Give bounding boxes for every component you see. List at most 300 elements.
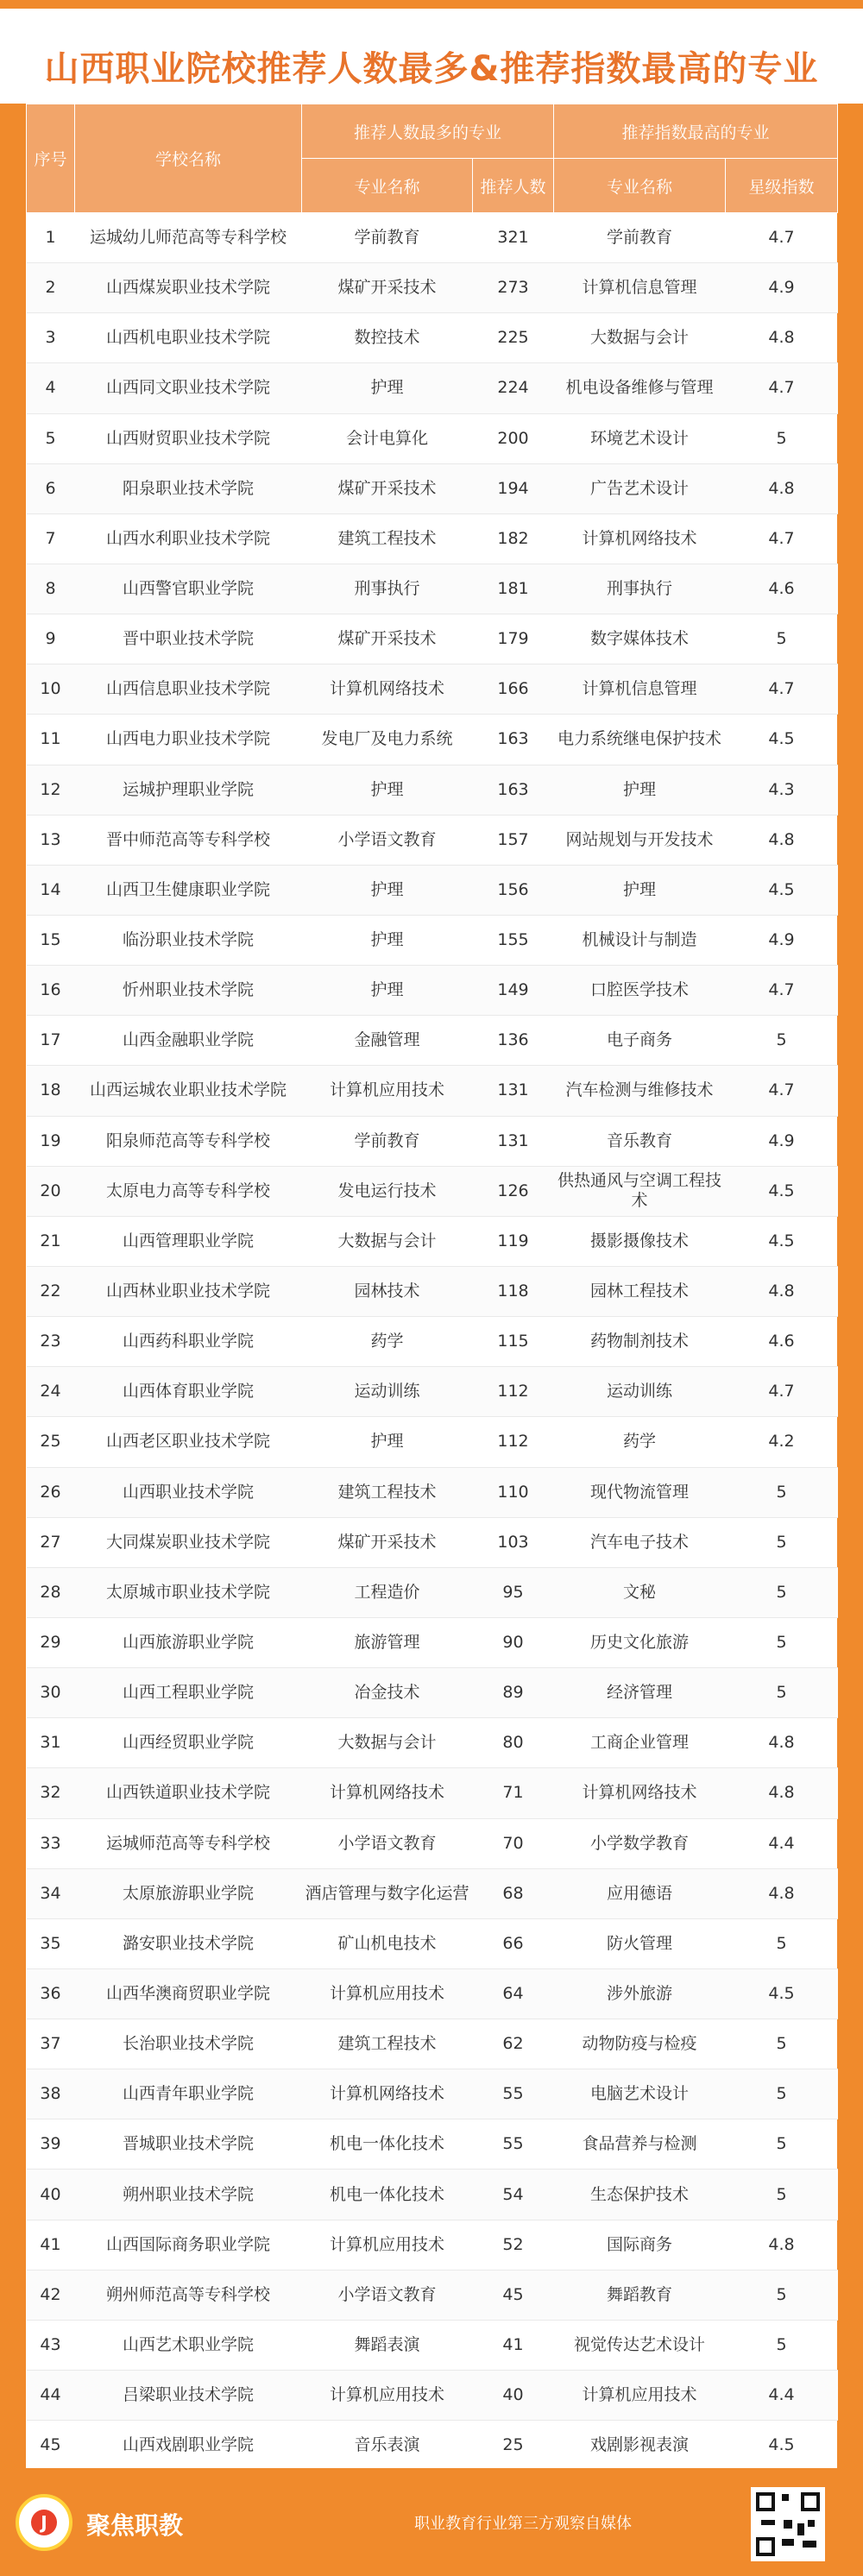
row-index: 42	[27, 2270, 75, 2320]
school-name: 山西金融职业学院	[75, 1016, 302, 1066]
table-row	[27, 2220, 838, 2270]
school-name: 阳泉师范高等专科学校	[75, 1116, 302, 1166]
top-rated-major: 计算机信息管理	[554, 664, 726, 715]
row-index: 12	[27, 765, 75, 815]
table-row	[27, 2170, 838, 2220]
top-rated-major: 药物制剂技术	[554, 1317, 726, 1367]
recommend-count: 115	[473, 1317, 554, 1367]
top-rated-major: 舞蹈教育	[554, 2270, 726, 2320]
school-name: 山西林业职业技术学院	[75, 1266, 302, 1316]
school-name: 山西煤炭职业技术学院	[75, 263, 302, 313]
recommend-count: 224	[473, 363, 554, 413]
most-recommended-major: 护理	[302, 1417, 473, 1467]
star-index: 5	[726, 2019, 838, 2069]
top-rated-major: 刑事执行	[554, 564, 726, 614]
table-row	[27, 1617, 838, 1667]
school-name: 山西警官职业学院	[75, 564, 302, 614]
logo-mark: J	[31, 2510, 57, 2535]
star-index: 5	[726, 2170, 838, 2220]
most-recommended-major: 矿山机电技术	[302, 1918, 473, 1968]
school-name: 山西信息职业技术学院	[75, 664, 302, 715]
row-index: 7	[27, 513, 75, 564]
recommend-count: 126	[473, 1166, 554, 1216]
star-index: 4.5	[726, 1216, 838, 1266]
recommend-count: 64	[473, 1968, 554, 2019]
table-row	[27, 463, 838, 513]
table-row	[27, 1668, 838, 1718]
most-recommended-major: 煤矿开采技术	[302, 463, 473, 513]
school-name: 朔州职业技术学院	[75, 2170, 302, 2220]
row-index: 1	[27, 213, 75, 263]
top-rated-major: 摄影摄像技术	[554, 1216, 726, 1266]
most-recommended-major: 学前教育	[302, 213, 473, 263]
star-index: 5	[726, 1517, 838, 1567]
school-name: 忻州职业技术学院	[75, 966, 302, 1016]
recommend-count: 118	[473, 1266, 554, 1316]
table-row	[27, 513, 838, 564]
recommend-count: 179	[473, 614, 554, 664]
header	[0, 0, 863, 104]
table-row	[27, 614, 838, 664]
row-index: 43	[27, 2320, 75, 2370]
table-row	[27, 1918, 838, 1968]
most-recommended-major: 工程造价	[302, 1567, 473, 1617]
most-recommended-major: 舞蹈表演	[302, 2320, 473, 2370]
most-recommended-major: 护理	[302, 865, 473, 915]
table-row	[27, 715, 838, 765]
most-recommended-major: 计算机应用技术	[302, 2371, 473, 2421]
most-recommended-major: 发电厂及电力系统	[302, 715, 473, 765]
top-rated-major: 电力系统继电保护技术	[554, 715, 726, 765]
row-index: 33	[27, 1818, 75, 1868]
school-name: 山西药科职业学院	[75, 1317, 302, 1367]
star-index: 4.4	[726, 2371, 838, 2421]
school-name: 山西戏剧职业学院	[75, 2421, 302, 2471]
col-header-index: 序号	[27, 104, 75, 213]
recommend-count: 41	[473, 2320, 554, 2370]
most-recommended-major: 煤矿开采技术	[302, 1517, 473, 1567]
most-recommended-major: 机电一体化技术	[302, 2119, 473, 2170]
row-index: 8	[27, 564, 75, 614]
table-row	[27, 263, 838, 313]
school-name: 山西青年职业学院	[75, 2069, 302, 2119]
most-recommended-major: 煤矿开采技术	[302, 614, 473, 664]
school-name: 山西华澳商贸职业学院	[75, 1968, 302, 2019]
table-row	[27, 564, 838, 614]
recommend-count: 89	[473, 1668, 554, 1718]
recommend-count: 52	[473, 2220, 554, 2270]
row-index: 40	[27, 2170, 75, 2220]
star-index: 5	[726, 2320, 838, 2370]
row-index: 16	[27, 966, 75, 1016]
row-index: 5	[27, 413, 75, 463]
school-name: 阳泉职业技术学院	[75, 463, 302, 513]
recommend-count: 119	[473, 1216, 554, 1266]
star-index: 4.2	[726, 1417, 838, 1467]
row-index: 37	[27, 2019, 75, 2069]
table-row	[27, 1467, 838, 1517]
recommend-count: 70	[473, 1818, 554, 1868]
table-row	[27, 1216, 838, 1266]
school-name: 山西职业技术学院	[75, 1467, 302, 1517]
top-rated-major: 历史文化旅游	[554, 1617, 726, 1667]
table-row	[27, 2119, 838, 2170]
row-index: 4	[27, 363, 75, 413]
top-rated-major: 大数据与会计	[554, 313, 726, 363]
table-row	[27, 1066, 838, 1116]
top-rated-major: 口腔医学技术	[554, 966, 726, 1016]
school-name: 山西艺术职业学院	[75, 2320, 302, 2370]
ranking-table-container	[26, 104, 837, 2468]
table-row	[27, 765, 838, 815]
recommend-count: 181	[473, 564, 554, 614]
most-recommended-major: 冶金技术	[302, 1668, 473, 1718]
table-row	[27, 865, 838, 915]
school-name: 朔州师范高等专科学校	[75, 2270, 302, 2320]
row-index: 30	[27, 1668, 75, 1718]
recommend-count: 62	[473, 2019, 554, 2069]
top-rated-major: 汽车电子技术	[554, 1517, 726, 1567]
top-rated-major: 汽车检测与维修技术	[554, 1066, 726, 1116]
row-index: 25	[27, 1417, 75, 1467]
top-rated-major: 计算机信息管理	[554, 263, 726, 313]
school-name: 临汾职业技术学院	[75, 915, 302, 965]
school-name: 山西电力职业技术学院	[75, 715, 302, 765]
star-index: 4.7	[726, 513, 838, 564]
top-rated-major: 园林工程技术	[554, 1266, 726, 1316]
top-rated-major: 生态保护技术	[554, 2170, 726, 2220]
col-header-count: 推荐人数	[473, 159, 554, 213]
school-name: 吕梁职业技术学院	[75, 2371, 302, 2421]
star-index: 4.7	[726, 363, 838, 413]
top-rated-major: 机械设计与制造	[554, 915, 726, 965]
most-recommended-major: 旅游管理	[302, 1617, 473, 1667]
most-recommended-major: 护理	[302, 363, 473, 413]
most-recommended-major: 大数据与会计	[302, 1216, 473, 1266]
top-rated-major: 电子商务	[554, 1016, 726, 1066]
school-name: 晋中职业技术学院	[75, 614, 302, 664]
star-index: 4.4	[726, 1818, 838, 1868]
recommend-count: 40	[473, 2371, 554, 2421]
top-rated-major: 戏剧影视表演	[554, 2421, 726, 2471]
most-recommended-major: 酒店管理与数字化运营	[302, 1868, 473, 1918]
most-recommended-major: 园林技术	[302, 1266, 473, 1316]
row-index: 11	[27, 715, 75, 765]
table-row	[27, 2421, 838, 2471]
ranking-table	[26, 104, 838, 2471]
recommend-count: 155	[473, 915, 554, 965]
star-index: 4.8	[726, 313, 838, 363]
header-row-top	[27, 104, 838, 159]
star-index: 4.7	[726, 664, 838, 715]
footer	[0, 2468, 863, 2576]
school-name: 山西水利职业技术学院	[75, 513, 302, 564]
top-rated-major: 应用德语	[554, 1868, 726, 1918]
table-body	[27, 213, 838, 2471]
top-rated-major: 护理	[554, 865, 726, 915]
col-header-school: 学校名称	[75, 104, 302, 213]
top-rated-major: 文秘	[554, 1567, 726, 1617]
top-rated-major: 网站规划与开发技术	[554, 815, 726, 865]
top-rated-major: 视觉传达艺术设计	[554, 2320, 726, 2370]
star-index: 4.3	[726, 765, 838, 815]
most-recommended-major: 计算机网络技术	[302, 1768, 473, 1818]
recommend-count: 156	[473, 865, 554, 915]
table-row	[27, 1868, 838, 1918]
school-name: 山西体育职业学院	[75, 1367, 302, 1417]
school-name: 潞安职业技术学院	[75, 1918, 302, 1968]
table-row	[27, 2069, 838, 2119]
recommend-count: 110	[473, 1467, 554, 1517]
recommend-count: 182	[473, 513, 554, 564]
top-rated-major: 运动训练	[554, 1367, 726, 1417]
top-rated-major: 国际商务	[554, 2220, 726, 2270]
star-index: 4.8	[726, 1718, 838, 1768]
most-recommended-major: 金融管理	[302, 1016, 473, 1066]
top-rated-major: 数字媒体技术	[554, 614, 726, 664]
recommend-count: 273	[473, 263, 554, 313]
brand-name: 聚焦职教	[86, 2511, 184, 2540]
most-recommended-major: 运动训练	[302, 1367, 473, 1417]
most-recommended-major: 计算机应用技术	[302, 1066, 473, 1116]
top-rated-major: 学前教育	[554, 213, 726, 263]
star-index: 4.5	[726, 1166, 838, 1216]
top-rated-major: 计算机网络技术	[554, 1768, 726, 1818]
row-index: 19	[27, 1116, 75, 1166]
table-row	[27, 1768, 838, 1818]
table-row	[27, 1567, 838, 1617]
school-name: 运城师范高等专科学校	[75, 1818, 302, 1868]
school-name: 晋中师范高等专科学校	[75, 815, 302, 865]
star-index: 4.7	[726, 213, 838, 263]
recommend-count: 68	[473, 1868, 554, 1918]
most-recommended-major: 发电运行技术	[302, 1166, 473, 1216]
recommend-count: 321	[473, 213, 554, 263]
star-index: 4.6	[726, 1317, 838, 1367]
table-row	[27, 2371, 838, 2421]
most-recommended-major: 音乐表演	[302, 2421, 473, 2471]
table-row	[27, 1718, 838, 1768]
star-index: 5	[726, 413, 838, 463]
star-index: 4.5	[726, 2421, 838, 2471]
recommend-count: 55	[473, 2069, 554, 2119]
most-recommended-major: 建筑工程技术	[302, 1467, 473, 1517]
star-index: 4.5	[726, 1968, 838, 2019]
table-row	[27, 1116, 838, 1166]
star-index: 4.8	[726, 1768, 838, 1818]
star-index: 4.8	[726, 1266, 838, 1316]
table-row	[27, 213, 838, 263]
star-index: 5	[726, 1016, 838, 1066]
table-row	[27, 1266, 838, 1316]
most-recommended-major: 机电一体化技术	[302, 2170, 473, 2220]
most-recommended-major: 大数据与会计	[302, 1718, 473, 1768]
star-index: 4.7	[726, 1367, 838, 1417]
recommend-count: 166	[473, 664, 554, 715]
recommend-count: 163	[473, 715, 554, 765]
star-index: 4.8	[726, 815, 838, 865]
recommend-count: 71	[473, 1768, 554, 1818]
row-index: 22	[27, 1266, 75, 1316]
row-index: 44	[27, 2371, 75, 2421]
school-name: 山西管理职业学院	[75, 1216, 302, 1266]
row-index: 18	[27, 1066, 75, 1116]
most-recommended-major: 会计电算化	[302, 413, 473, 463]
row-index: 17	[27, 1016, 75, 1066]
top-rated-major: 动物防疫与检疫	[554, 2019, 726, 2069]
recommend-count: 45	[473, 2270, 554, 2320]
row-index: 45	[27, 2421, 75, 2471]
top-rated-major: 小学数学教育	[554, 1818, 726, 1868]
recommend-count: 112	[473, 1417, 554, 1467]
most-recommended-major: 护理	[302, 915, 473, 965]
school-name: 山西机电职业技术学院	[75, 313, 302, 363]
most-recommended-major: 小学语文教育	[302, 815, 473, 865]
star-index: 5	[726, 1617, 838, 1667]
school-name: 运城护理职业学院	[75, 765, 302, 815]
top-rated-major: 涉外旅游	[554, 1968, 726, 2019]
top-rated-major: 防火管理	[554, 1918, 726, 1968]
group-header-top-rated: 推荐指数最高的专业	[554, 104, 838, 159]
most-recommended-major: 计算机应用技术	[302, 1968, 473, 2019]
table-row	[27, 1016, 838, 1066]
brand-tagline: 职业教育行业第三方观察自媒体	[414, 2515, 632, 2533]
row-index: 28	[27, 1567, 75, 1617]
star-index: 5	[726, 1918, 838, 1968]
table-row	[27, 1367, 838, 1417]
school-name: 山西国际商务职业学院	[75, 2220, 302, 2270]
recommend-count: 194	[473, 463, 554, 513]
brand-logo	[16, 2494, 72, 2551]
school-name: 山西铁道职业技术学院	[75, 1768, 302, 1818]
row-index: 31	[27, 1718, 75, 1768]
page-title: 山西职业院校推荐人数最多&推荐指数最高的专业	[44, 49, 819, 89]
star-index: 4.9	[726, 1116, 838, 1166]
row-index: 10	[27, 664, 75, 715]
row-index: 9	[27, 614, 75, 664]
row-index: 27	[27, 1517, 75, 1567]
most-recommended-major: 建筑工程技术	[302, 2019, 473, 2069]
table-row	[27, 2320, 838, 2370]
row-index: 2	[27, 263, 75, 313]
row-index: 38	[27, 2069, 75, 2119]
star-index: 5	[726, 2119, 838, 2170]
row-index: 21	[27, 1216, 75, 1266]
star-index: 4.5	[726, 715, 838, 765]
table-row	[27, 1317, 838, 1367]
row-index: 41	[27, 2220, 75, 2270]
star-index: 4.7	[726, 1066, 838, 1116]
recommend-count: 95	[473, 1567, 554, 1617]
most-recommended-major: 建筑工程技术	[302, 513, 473, 564]
school-name: 长治职业技术学院	[75, 2019, 302, 2069]
row-index: 24	[27, 1367, 75, 1417]
table-row	[27, 413, 838, 463]
most-recommended-major: 小学语文教育	[302, 1818, 473, 1868]
top-rated-major: 护理	[554, 765, 726, 815]
star-index: 4.6	[726, 564, 838, 614]
recommend-count: 200	[473, 413, 554, 463]
recommend-count: 149	[473, 966, 554, 1016]
star-index: 4.8	[726, 463, 838, 513]
row-index: 13	[27, 815, 75, 865]
top-rated-major: 音乐教育	[554, 1116, 726, 1166]
star-index: 4.8	[726, 1868, 838, 1918]
recommend-count: 131	[473, 1116, 554, 1166]
school-name: 山西卫生健康职业学院	[75, 865, 302, 915]
school-name: 大同煤炭职业技术学院	[75, 1517, 302, 1567]
top-rated-major: 机电设备维修与管理	[554, 363, 726, 413]
star-index: 5	[726, 2270, 838, 2320]
top-rated-major: 电脑艺术设计	[554, 2069, 726, 2119]
table-row	[27, 1166, 838, 1216]
most-recommended-major: 数控技术	[302, 313, 473, 363]
top-rated-major: 药学	[554, 1417, 726, 1467]
most-recommended-major: 护理	[302, 765, 473, 815]
school-name: 山西经贸职业学院	[75, 1718, 302, 1768]
school-name: 山西老区职业技术学院	[75, 1417, 302, 1467]
recommend-count: 131	[473, 1066, 554, 1116]
row-index: 15	[27, 915, 75, 965]
star-index: 5	[726, 2069, 838, 2119]
top-rated-major: 工商企业管理	[554, 1718, 726, 1768]
top-rated-major: 现代物流管理	[554, 1467, 726, 1517]
top-rated-major: 供热通风与空调工程技术	[554, 1166, 726, 1216]
row-index: 29	[27, 1617, 75, 1667]
col-header-major-2: 专业名称	[554, 159, 726, 213]
table-row	[27, 1968, 838, 2019]
most-recommended-major: 计算机网络技术	[302, 2069, 473, 2119]
row-index: 34	[27, 1868, 75, 1918]
top-rated-major: 计算机应用技术	[554, 2371, 726, 2421]
star-index: 4.5	[726, 865, 838, 915]
star-index: 5	[726, 614, 838, 664]
star-index: 4.8	[726, 2220, 838, 2270]
school-name: 晋城职业技术学院	[75, 2119, 302, 2170]
col-header-major: 专业名称	[302, 159, 473, 213]
school-name: 运城幼儿师范高等专科学校	[75, 213, 302, 263]
school-name: 太原电力高等专科学校	[75, 1166, 302, 1216]
recommend-count: 66	[473, 1918, 554, 1968]
recommend-count: 54	[473, 2170, 554, 2220]
star-index: 5	[726, 1467, 838, 1517]
qr-code-icon	[751, 2487, 825, 2561]
school-name: 山西财贸职业技术学院	[75, 413, 302, 463]
row-index: 26	[27, 1467, 75, 1517]
row-index: 39	[27, 2119, 75, 2170]
row-index: 35	[27, 1918, 75, 1968]
most-recommended-major: 煤矿开采技术	[302, 263, 473, 313]
table-row	[27, 2019, 838, 2069]
top-rated-major: 计算机网络技术	[554, 513, 726, 564]
row-index: 3	[27, 313, 75, 363]
table-row	[27, 313, 838, 363]
recommend-count: 80	[473, 1718, 554, 1768]
most-recommended-major: 药学	[302, 1317, 473, 1367]
row-index: 32	[27, 1768, 75, 1818]
top-rated-major: 广告艺术设计	[554, 463, 726, 513]
recommend-count: 163	[473, 765, 554, 815]
row-index: 20	[27, 1166, 75, 1216]
most-recommended-major: 计算机网络技术	[302, 664, 473, 715]
table-row	[27, 1517, 838, 1567]
table-row	[27, 815, 838, 865]
recommend-count: 112	[473, 1367, 554, 1417]
table-row	[27, 363, 838, 413]
most-recommended-major: 小学语文教育	[302, 2270, 473, 2320]
star-index: 5	[726, 1567, 838, 1617]
top-rated-major: 环境艺术设计	[554, 413, 726, 463]
